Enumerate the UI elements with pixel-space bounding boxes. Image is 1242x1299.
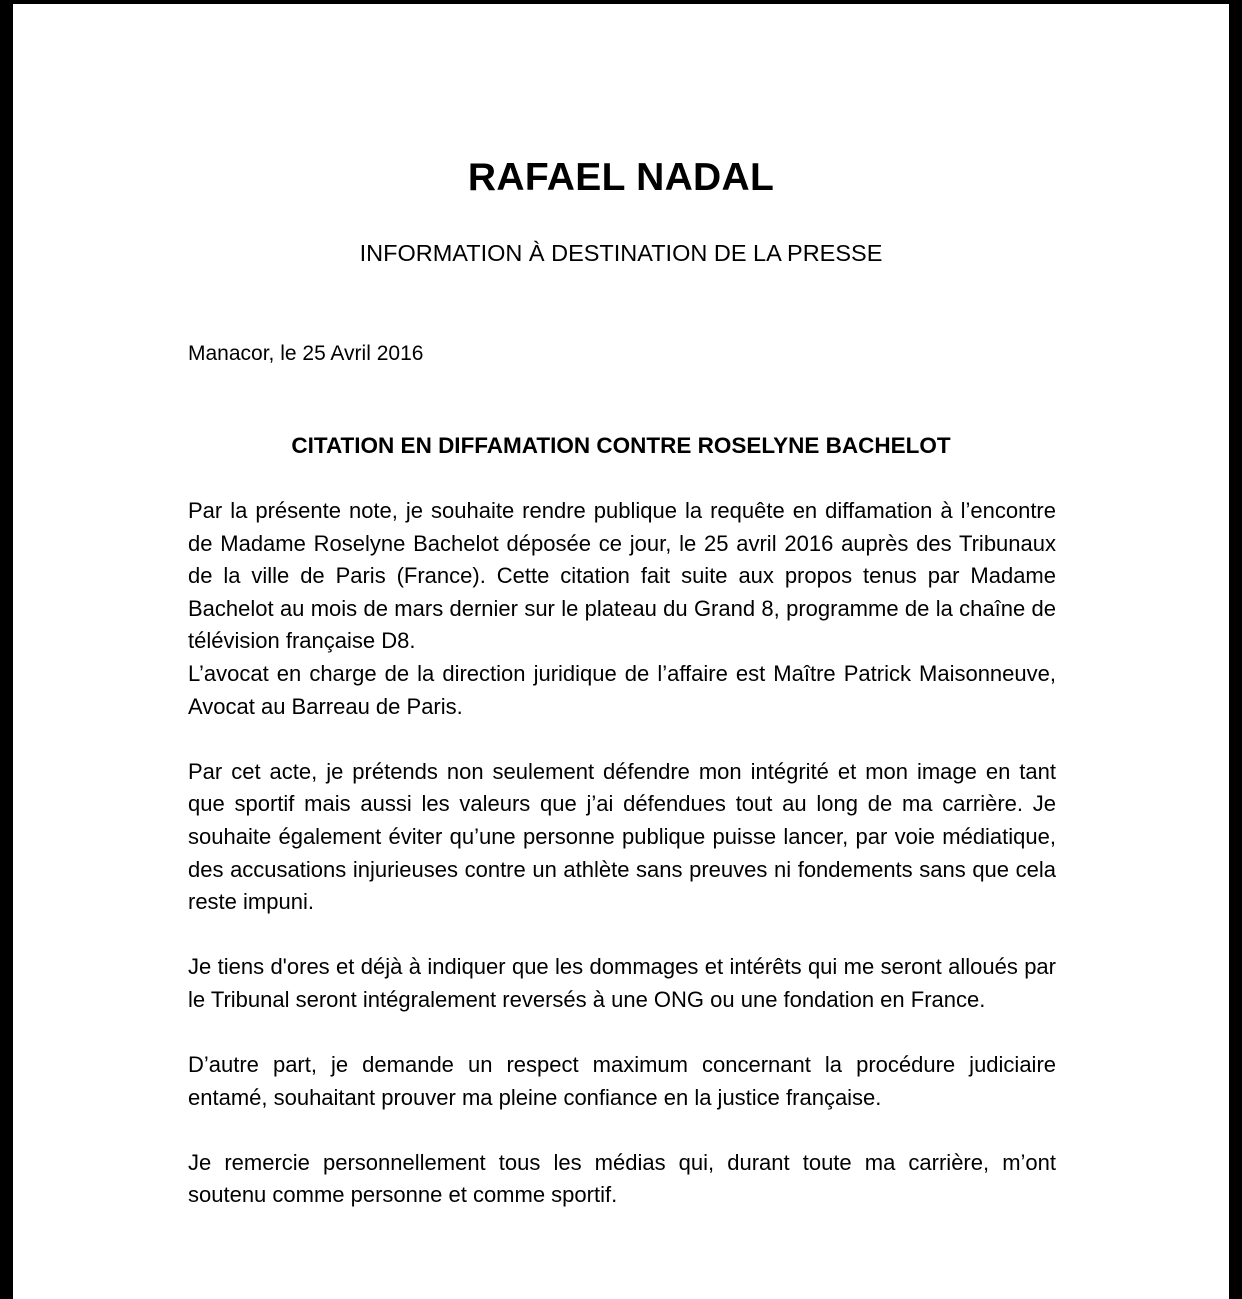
paragraph-1: Par la présente note, je souhaite rendre publique la requête en diffamation à l’encontre de Madame Roselyne Bachelot déposée ce jour, le 25 avril 2016 auprès des Tribunaux de la ville de Paris (France). Cette citation fait suite aux propos tenus par Madame Bachelot au mois de mars dernier sur le plateau du Grand 8, programme de la chaîne de télévision française D8. bbox=[188, 498, 1056, 654]
document-title: RAFAEL NADAL bbox=[467, 156, 775, 199]
document-body bbox=[188, 495, 1056, 1245]
paragraph-5: D’autre part, je demande un respect maximum concernant la procédure judiciaire entamé, souhaitant prouver ma pleine confiance en la justice française. bbox=[188, 1052, 1056, 1110]
paragraph-2: L’avocat en charge de la direction juridique de l’affaire est Maître Patrick Maisonneuve, Avocat au Barreau de Paris. bbox=[188, 660, 1056, 719]
dateline: Manacor, le 25 Avril 2016 bbox=[188, 342, 424, 365]
paragraph-6: Je remercie personnellement tous les médias qui, durant toute ma carrière, m’ont soutenu comme personne et comme sportif. bbox=[188, 1149, 1056, 1208]
section-heading: CITATION EN DIFFAMATION CONTRE ROSELYNE BACHELOT bbox=[291, 433, 951, 458]
press-release-page bbox=[13, 4, 1229, 1299]
paragraph-4: Je tiens d'ores et déjà à indiquer que les dommages et intérêts qui me seront alloués par le Tribunal seront intégralement reversés à une ONG ou une fondation en France. bbox=[188, 954, 1056, 1012]
paragraph-3: Par cet acte, je prétends non seulement défendre mon intégrité et mon image en tant que sportif mais aussi les valeurs que j’ai défendues tout au long de ma carrière. Je souhaite également éviter qu’une personne publique puisse lancer, par voie médiatique, des accusations injurieuses contre un athlète sans preuves ni fondements sans que cela reste impuni. bbox=[188, 758, 1056, 915]
document-subtitle: INFORMATION À DESTINATION DE LA PRESSE bbox=[359, 240, 883, 266]
